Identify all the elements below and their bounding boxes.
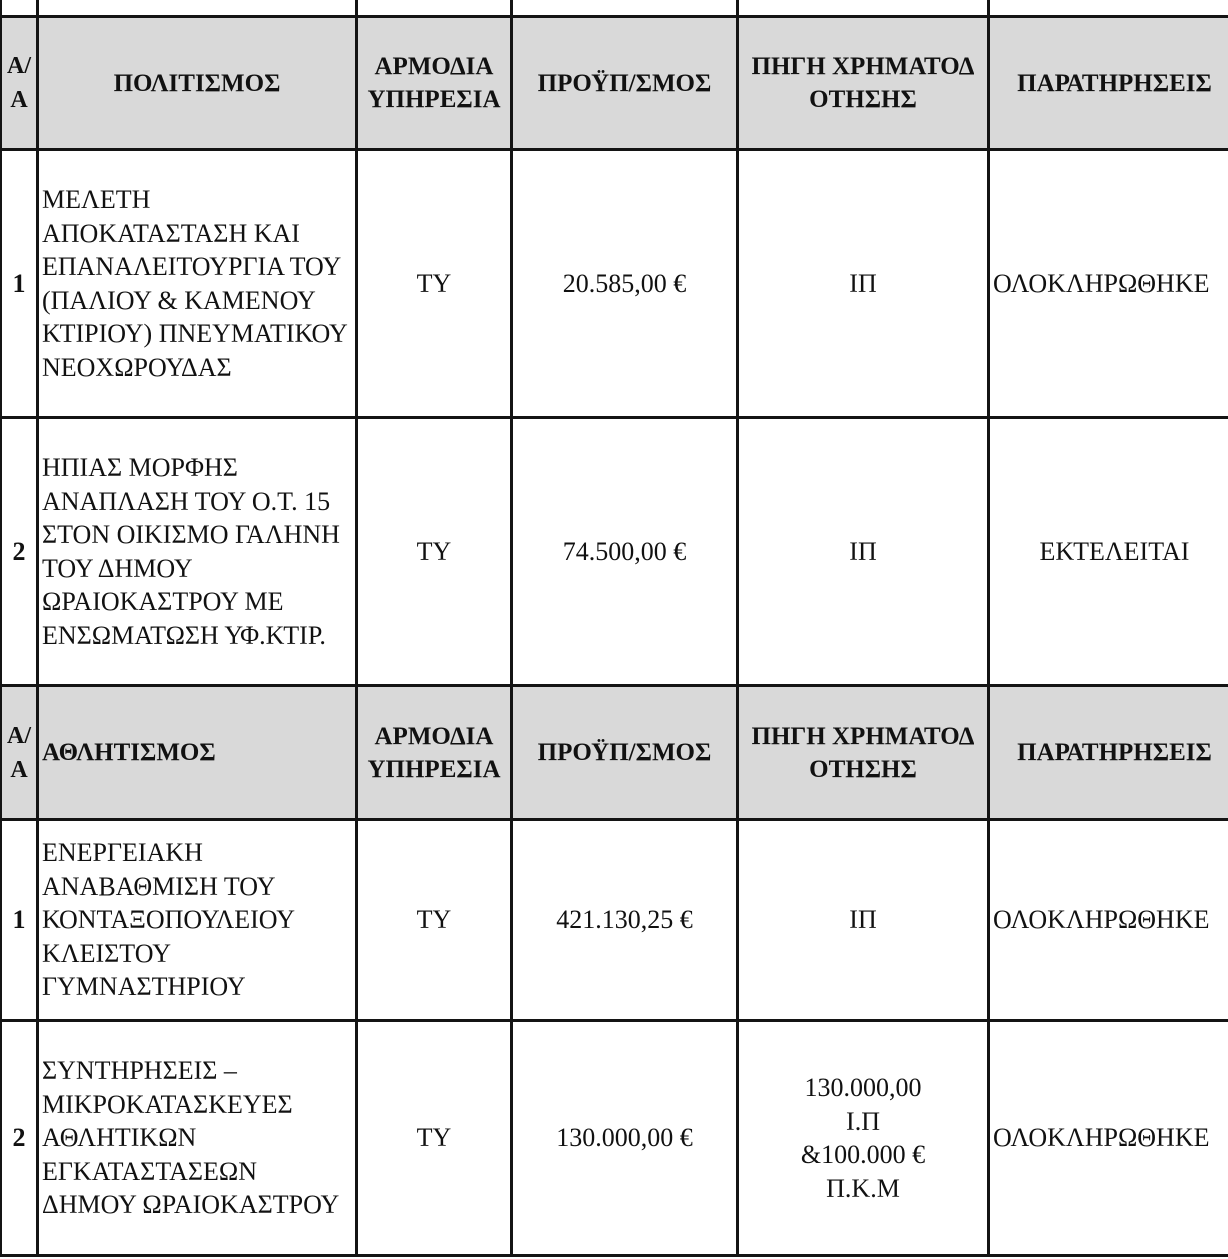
row-remarks: ΕΚΤΕΛΕΙΤΑΙ <box>989 418 1228 686</box>
row-number: 1 <box>1 820 38 1021</box>
row-description: ΣΥΝΤΗΡΗΣΕΙΣ – ΜΙΚΡΟΚΑΤΑΣΚΕΥΕΣ ΑΘΛΗΤΙΚΩΝ ΕΓΚΑΤΑΣΤΑΣΕΩΝ ΔΗΜΟΥ ΩΡΑΙΟΚΑΣΤΡΟΥ <box>38 1021 357 1256</box>
row-description: ΗΠΙΑΣ ΜΟΡΦΗΣ ΑΝΑΠΛΑΣΗ ΤΟΥ Ο.Τ. 15 ΣΤΟΝ ΟΙΚΙΣΜΟ ΓΑΛΗΝΗ ΤΟΥ ΔΗΜΟΥ ΩΡΑΙΟΚΑΣΤΡΟΥ ΜΕ ΕΝΣΩΜΑΤΩΣΗ ΥΦ.ΚΤΙΡ. <box>38 418 357 686</box>
row-remarks: ΟΛΟΚΛΗΡΩΘΗΚΕ <box>989 820 1228 1021</box>
row-number: 2 <box>1 1021 38 1256</box>
row-source: ΙΠ <box>738 820 989 1021</box>
source-line: Π.Κ.Μ <box>826 1173 900 1203</box>
section-header-sports <box>1 686 1228 820</box>
source-line: 130.000,00 <box>804 1073 922 1102</box>
table-row <box>1 418 1228 686</box>
header-service: ΑΡΜΟΔΙΑ ΥΠΗΡΕΣΙΑ <box>357 686 512 820</box>
row-budget: 20.585,00 € <box>512 150 738 418</box>
row-remarks: ΟΛΟΚΛΗΡΩΘΗΚΕ <box>989 150 1228 418</box>
row-source: ΙΠ <box>738 150 989 418</box>
row-source: ΙΠ <box>738 418 989 686</box>
header-source: ΠΗΓΗ ΧΡΗΜΑΤΟΔ ΟΤΗΣΗΣ <box>738 17 989 150</box>
row-budget: 421.130,25 € <box>512 820 738 1021</box>
header-remarks: ΠΑΡΑΤΗΡΗΣΕΙΣ <box>989 17 1228 150</box>
header-title-culture: ΠΟΛΙΤΙΣΜΟΣ <box>38 17 357 150</box>
header-budget: ΠΡΟΫΠ/ΣΜΟΣ <box>512 17 738 150</box>
header-aa: Α/Α <box>1 686 38 820</box>
row-service: ΤΥ <box>357 418 512 686</box>
row-number: 2 <box>1 418 38 686</box>
row-service: ΤΥ <box>357 1021 512 1256</box>
section-header-culture <box>1 17 1228 150</box>
row-service: ΤΥ <box>357 150 512 418</box>
row-description: ΕΝΕΡΓΕΙΑΚΗ ΑΝΑΒΑΘΜΙΣΗ ΤΟΥ ΚΟΝΤΑΞΟΠΟΥΛΕΙΟΥ ΚΛΕΙΣΤΟΥ ΓΥΜΝΑΣΤΗΡΙΟΥ <box>38 820 357 1021</box>
row-number: 1 <box>1 150 38 418</box>
table-row <box>1 150 1228 418</box>
header-source: ΠΗΓΗ ΧΡΗΜΑΤΟΔ ΟΤΗΣΗΣ <box>738 686 989 820</box>
row-service: ΤΥ <box>357 820 512 1021</box>
table-row <box>1 820 1228 1021</box>
row-source <box>738 1021 989 1256</box>
header-aa: Α/Α <box>1 17 38 150</box>
header-service: ΑΡΜΟΔΙΑ ΥΠΗΡΕΣΙΑ <box>357 17 512 150</box>
previous-row-fragment <box>1 0 1228 17</box>
row-remarks: ΟΛΟΚΛΗΡΩΘΗΚΕ <box>989 1021 1228 1256</box>
header-remarks: ΠΑΡΑΤΗΡΗΣΕΙΣ <box>989 686 1228 820</box>
table-row <box>1 1021 1228 1256</box>
row-budget: 130.000,00 € <box>512 1021 738 1256</box>
header-budget: ΠΡΟΫΠ/ΣΜΟΣ <box>512 686 738 820</box>
row-description: ΜΕΛΕΤΗ ΑΠΟΚΑΤΑΣΤΑΣΗ ΚΑΙ ΕΠΑΝΑΛΕΙΤΟΥΡΓΙΑ ΤΟΥ (ΠΑΛΙΟΥ & ΚΑΜΕΝΟΥ ΚΤΙΡΙΟΥ) ΠΝΕΥΜΑΤΙΚΟΥ ΝΕΟΧΩΡΟΥΔΑΣ <box>38 150 357 418</box>
source-line: Ι.Π <box>846 1106 880 1136</box>
source-line: &100.000 € <box>800 1140 926 1169</box>
header-title-sports: ΑΘΛΗΤΙΣΜΟΣ <box>38 686 357 820</box>
row-budget: 74.500,00 € <box>512 418 738 686</box>
